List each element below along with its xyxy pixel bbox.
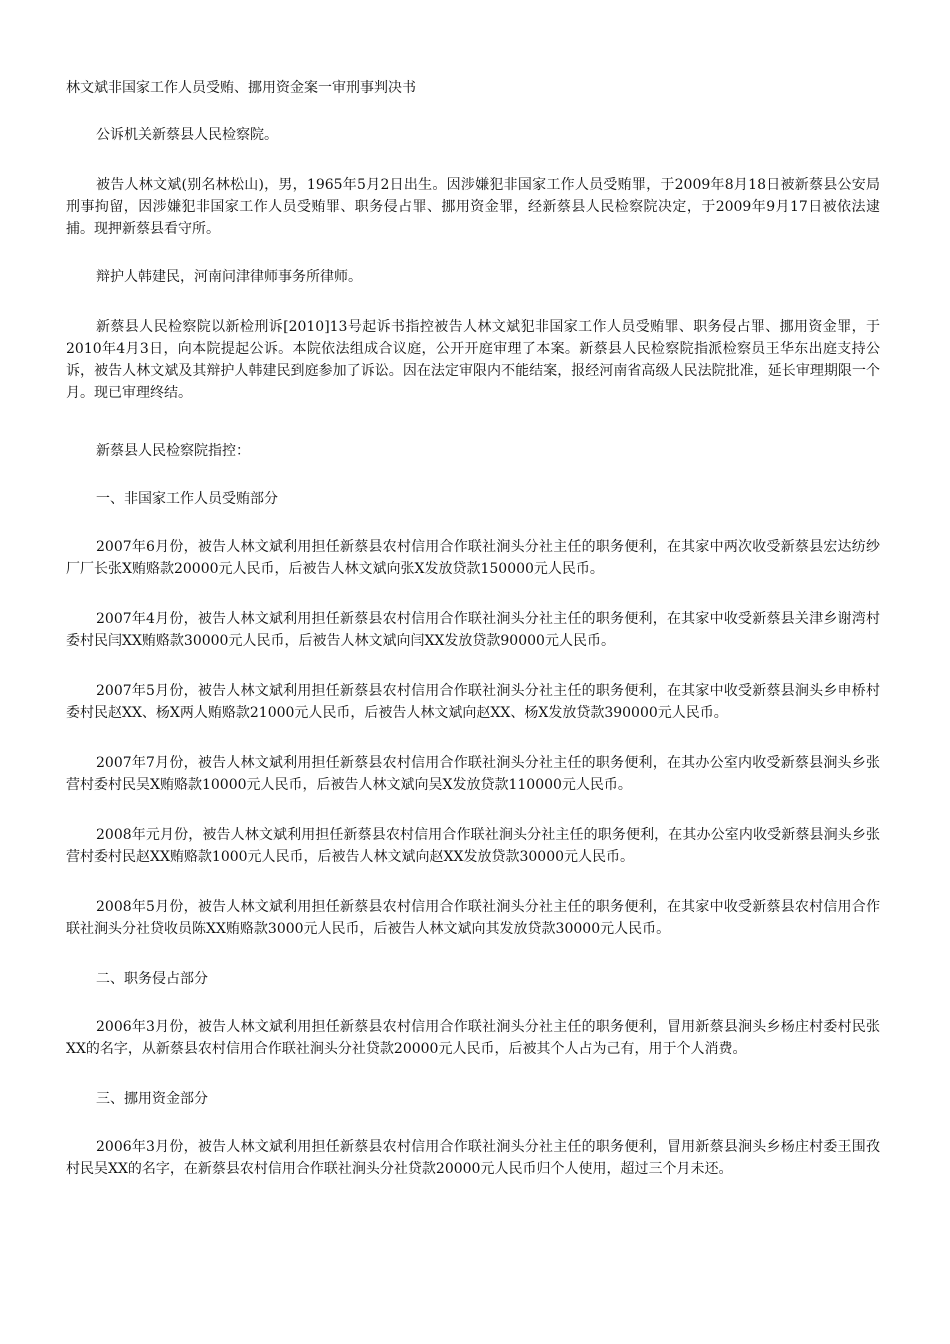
document-title: 林文斌非国家工作人员受贿、挪用资金案一审刑事判决书 [66, 80, 416, 96]
paragraph-bribery-3: 2007年5月份，被告人林文斌利用担任新蔡县农村信用合作联社涧头分社主任的职务便利，在其家中收受新蔡县涧头乡申桥村委村民赵XX、杨X两人贿赂款21000元人民币，后被告人林文斌向赵XX、杨X发放贷款390000元人民币。 [66, 683, 880, 721]
paragraph-misappropriation: 2006年3月份，被告人林文斌利用担任新蔡县农村信用合作联社涧头分社主任的职务便利，冒用新蔡县涧头乡杨庄村委王围孜村民吴XX的名字，在新蔡县农村信用合作联社涧头分社贷款20000元人民币归个人使用，超过三个月未还。 [66, 1139, 880, 1177]
section-heading-bribery: 一、非国家工作人员受贿部分 [96, 491, 278, 507]
paragraph-bribery-2: 2007年4月份，被告人林文斌利用担任新蔡县农村信用合作联社涧头分社主任的职务便利，在其家中收受新蔡县关津乡谢湾村委村民闫XX贿赂款30000元人民币，后被告人林文斌向闫XX发放贷款90000元人民币。 [66, 611, 880, 649]
section-heading-embezzlement: 二、职务侵占部分 [96, 971, 208, 987]
paragraph-prosecutor: 公诉机关新蔡县人民检察院。 [96, 127, 278, 143]
section-heading-misappropriation: 三、挪用资金部分 [96, 1091, 208, 1107]
paragraph-prosecution-history: 新蔡县人民检察院以新检刑诉[2010]13号起诉书指控被告人林文斌犯非国家工作人员受贿罪、职务侵占罪、挪用资金罪，于2010年4月3日，向本院提起公诉。本院依法组成合议庭，公开开庭审理了本案。新蔡县人民检察院指派检察员王华东出庭支持公诉，被告人林文斌及其辩护人韩建民到庭参加了诉讼。因在法定审限内不能结案，报经河南省高级人民法院批准，延长审理期限一个月。现已审理终结。 [66, 319, 880, 401]
paragraph-defender: 辩护人韩建民，河南问津律师事务所律师。 [96, 269, 362, 285]
paragraph-bribery-5: 2008年元月份，被告人林文斌利用担任新蔡县农村信用合作联社涧头分社主任的职务便利，在其办公室内收受新蔡县涧头乡张营村委村民赵XX贿赂款1000元人民币，后被告人林文斌向赵XX发放贷款30000元人民币。 [66, 827, 880, 865]
paragraph-charges-intro: 新蔡县人民检察院指控： [96, 443, 250, 459]
paragraph-bribery-6: 2008年5月份，被告人林文斌利用担任新蔡县农村信用合作联社涧头分社主任的职务便利，在其家中收受新蔡县农村信用合作联社涧头分社贷收员陈XX贿赂款3000元人民币，后被告人林文斌向其发放贷款30000元人民币。 [66, 899, 880, 937]
paragraph-embezzlement: 2006年3月份，被告人林文斌利用担任新蔡县农村信用合作联社涧头分社主任的职务便利，冒用新蔡县涧头乡杨庄村委村民张XX的名字，从新蔡县农村信用合作联社涧头分社贷款20000元人民币，后被其个人占为己有，用于个人消费。 [66, 1019, 880, 1057]
paragraph-bribery-4: 2007年7月份，被告人林文斌利用担任新蔡县农村信用合作联社涧头分社主任的职务便利，在其办公室内收受新蔡县涧头乡张营村委村民吴X贿赂款10000元人民币，后被告人林文斌向吴X发放贷款110000元人民币。 [66, 755, 880, 793]
paragraph-bribery-1: 2007年6月份，被告人林文斌利用担任新蔡县农村信用合作联社涧头分社主任的职务便利，在其家中两次收受新蔡县宏达纺纱厂厂长张X贿赂款20000元人民币，后被告人林文斌向张X发放贷款150000元人民币。 [66, 539, 880, 577]
paragraph-defendant: 被告人林文斌(别名林松山)，男，1965年5月2日出生。因涉嫌犯非国家工作人员受贿罪，于2009年8月18日被新蔡县公安局刑事拘留，因涉嫌犯非国家工作人员受贿罪、职务侵占罪、挪用资金罪，经新蔡县人民检察院决定，于2009年9月17日被依法逮捕。现押新蔡县看守所。 [66, 177, 880, 237]
